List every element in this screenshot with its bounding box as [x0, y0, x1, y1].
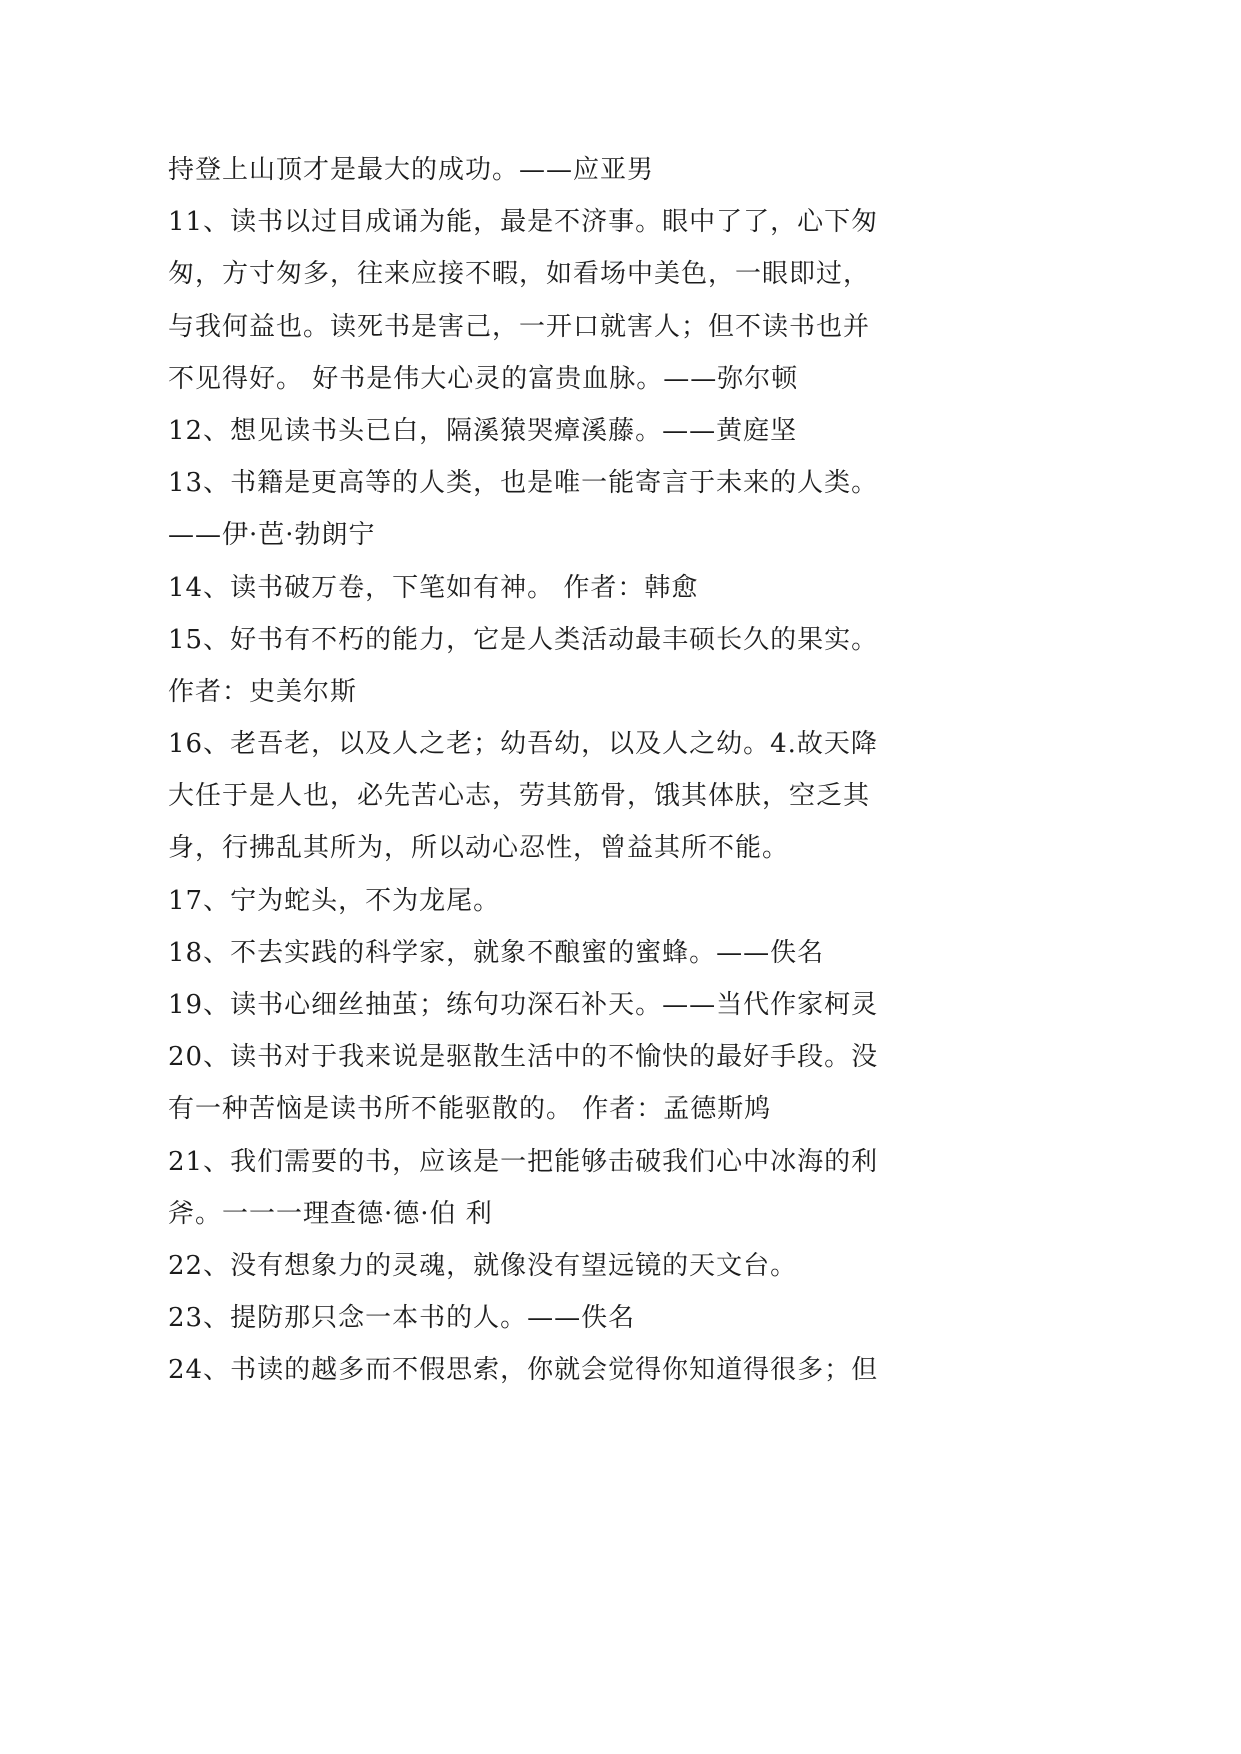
text-line: 19、读书心细丝抽茧；练句功深石补天。——当代作家柯灵 — [168, 990, 879, 1020]
text-line: 16、老吾老，以及人之老；幼吾幼，以及人之幼。4.故天降 — [168, 729, 878, 760]
text-line: 不见得好。 好书是伟大心灵的富贵血脉。——弥尔顿 — [168, 363, 799, 394]
text-line: 18、不去实践的科学家，就象不酿蜜的蜜蜂。——佚名 — [168, 937, 825, 968]
text-line: 24、书读的越多而不假思索，你就会觉得你知道得很多；但 — [168, 1355, 879, 1386]
text-line: 20、读书对于我来说是驱散生活中的不愉快的最好手段。没 — [168, 1042, 879, 1073]
text-line: 13、书籍是更高等的人类，也是唯一能寄言于未来的人类。 — [168, 468, 879, 499]
text-line: 有一种苦恼是读书所不能驱散的。 作者：孟德斯鸠 — [168, 1094, 772, 1125]
text-line: ——伊·芭·勃朗宁 — [168, 520, 376, 551]
text-line: 21、我们需要的书，应该是一把能够击破我们心中冰海的利 — [168, 1146, 879, 1177]
text-line: 身，行拂乱其所为，所以动心忍性，曾益其所不能。 — [168, 833, 790, 864]
text-line: 23、提防那只念一本书的人。——佚名 — [168, 1303, 636, 1334]
text-line: 12、想见读书头已白，隔溪猿哭瘴溪藤。——黄庭坚 — [168, 415, 798, 446]
text-line: 大任于是人也，必先苦心志，劳其筋骨，饿其体肤，空乏其 — [168, 781, 871, 812]
text-line: 斧。一一一理查德·德·伯 利 — [168, 1198, 493, 1229]
text-line: 匆，方寸匆多，往来应接不暇，如看场中美色，一眼即过， — [168, 259, 871, 290]
text-line: 22、没有想象力的灵魂，就像没有望远镜的天文台。 — [168, 1250, 798, 1281]
text-line: 17、宁为蛇头，不为龙尾。 — [168, 885, 501, 916]
text-line: 15、好书有不朽的能力，它是人类活动最丰硕长久的果实。 — [168, 624, 879, 655]
text-line: 作者：史美尔斯 — [168, 676, 358, 707]
text-line: 11、读书以过目成诵为能，最是不济事。眼中了了，心下匆 — [168, 207, 879, 238]
text-line: 持登上山顶才是最大的成功。——应亚男 — [168, 155, 655, 185]
quote-text-block — [168, 144, 968, 1397]
text-line: 14、读书破万卷，下笔如有神。 作者：韩愈 — [168, 572, 699, 603]
text-line: 与我何益也。读死书是害己，一开口就害人；但不读书也并 — [168, 311, 871, 342]
